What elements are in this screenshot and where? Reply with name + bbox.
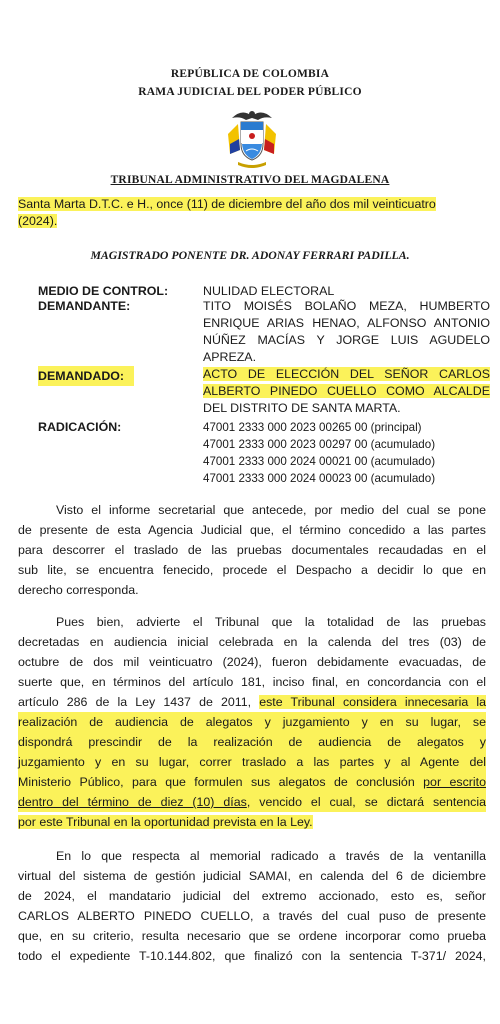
radicacion-line: 47001 2333 000 2023 00265 00 (principal) [203,421,422,434]
para2-line [18,692,486,712]
para1-line: Visto el informe secretarial que antecede, por medio del cual se pone [56,503,486,517]
header-republic: REPÚBLICA DE COLOMBIA [170,68,330,80]
date-line-2: (2024). [18,214,58,228]
demandante-line: NÚÑEZ MACÍAS Y JORGE LUIS AGUDELO [203,333,490,347]
para1-line: sub lite, se encuentra fenecido, procede el Despacho a decidir lo que en [18,563,486,577]
para2-line: Pues bien, advierte el Tribunal que la totalidad de las pruebas [56,615,486,629]
para2-line [18,772,486,792]
radicacion-line: 47001 2333 000 2024 00023 00 (acumulado) [203,472,436,485]
demandante-line: TITO MOISÉS BOLAÑO MEZA, HUMBERTO [203,299,490,313]
para2-text: artículo 286 de la Ley 1437 de 2011, [18,695,260,709]
para2-underline: por escrito [423,775,486,789]
para3-line: que, en su criterio, resulta necesario que se ordene incorporar como prueba [18,929,486,943]
para3-line: de 2024, el mandatario judicial del extremo accionado, esto es, señor [18,889,486,903]
demandado-label: DEMANDADO: [38,366,134,386]
para2-line: octubre de dos mil veinticuatro (2024), fueron debidamente evacuadas, de [18,655,486,669]
para1-line: derecho corresponda. [18,583,139,597]
radicacion-line: 47001 2333 000 2024 00021 00 (acumulado) [203,455,436,468]
header-rama-judicial: RAMA JUDICIAL DEL PODER PÚBLICO [138,86,362,98]
para3-line: En lo que respecta al memorial radicado a través de la ventanilla [56,849,486,863]
medio-value: NULIDAD ELECTORAL [203,284,335,298]
para1-line: de presente de esta Agencia Judicial que, el término concedido a las partes [18,523,486,537]
para1-line: para descorrer el traslado de las pruebas documentales recaudadas en el [18,543,486,557]
demandado-line: DEL DISTRITO DE SANTA MARTA. [203,401,401,415]
demandado-line: ACTO DE ELECCIÓN DEL SEÑOR CARLOS [203,367,490,381]
para2-highlight: dispondrá prescindir de la realización de audiencia de alegatos y [18,732,486,752]
demandante-line: ENRIQUE ARIAS HENAO, ALFONSO ANTONIO [203,316,490,330]
date-line-1: Santa Marta D.T.C. e H., once (11) de diciembre del año dos mil veinticuatro [18,197,436,211]
magistrate-title: MAGISTRADO PONENTE DR. ADONAY FERRARI PADILLA. [90,248,410,262]
para2-line: suerte que, en términos del artículo 181, inciso final, en concordancia con el [18,675,486,689]
demandado-line: ALBERTO PINEDO CUELLO COMO ALCALDE [203,384,490,398]
radicacion-line: 47001 2333 000 2023 00297 00 (acumulado) [203,438,436,451]
para3-line: CARLOS ALBERTO PINEDO CUELLO, a través del cual puso de presente [18,909,486,923]
para2-underline: dentro del término de diez (10) días [18,795,247,809]
para2-highlight: este Tribunal considera innecesaria la [259,695,486,709]
demandante-label: DEMANDANTE: [38,299,131,313]
court-title: TRIBUNAL ADMINISTRATIVO DEL MAGDALENA [110,174,390,186]
para2-highlight: , vencido el cual, se dictará sentencia [246,795,486,809]
para2-highlight: por este Tribunal en la oportunidad prevista en la Ley. [18,815,313,829]
radicacion-label: RADICACIÓN: [38,420,122,434]
para2-line [18,792,486,812]
colombia-coat-of-arms-icon [224,104,280,170]
para3-line: todo el expediente T-10.144.802, que finalizó con la sentencia T-371/ 2024, [18,949,486,963]
para2-highlight: Ministerio Público, para que formulen sus alegatos de conclusión [18,775,424,789]
demandante-line: APREZA. [203,350,257,364]
para3-line: virtual del sistema de gestión judicial SAMAI, en calenda del 6 de diciembre [18,869,486,883]
para2-highlight: juzgamiento y en su lugar, correr traslado a las partes y al Agente del [18,752,486,772]
para2-highlight: realización de audiencia de alegatos y juzgamiento y en su lugar, se [18,712,486,732]
medio-label: MEDIO DE CONTROL: [38,284,169,298]
para2-line: decretadas en audiencia inicial celebrada en la calenda del tres (03) de [18,635,486,649]
